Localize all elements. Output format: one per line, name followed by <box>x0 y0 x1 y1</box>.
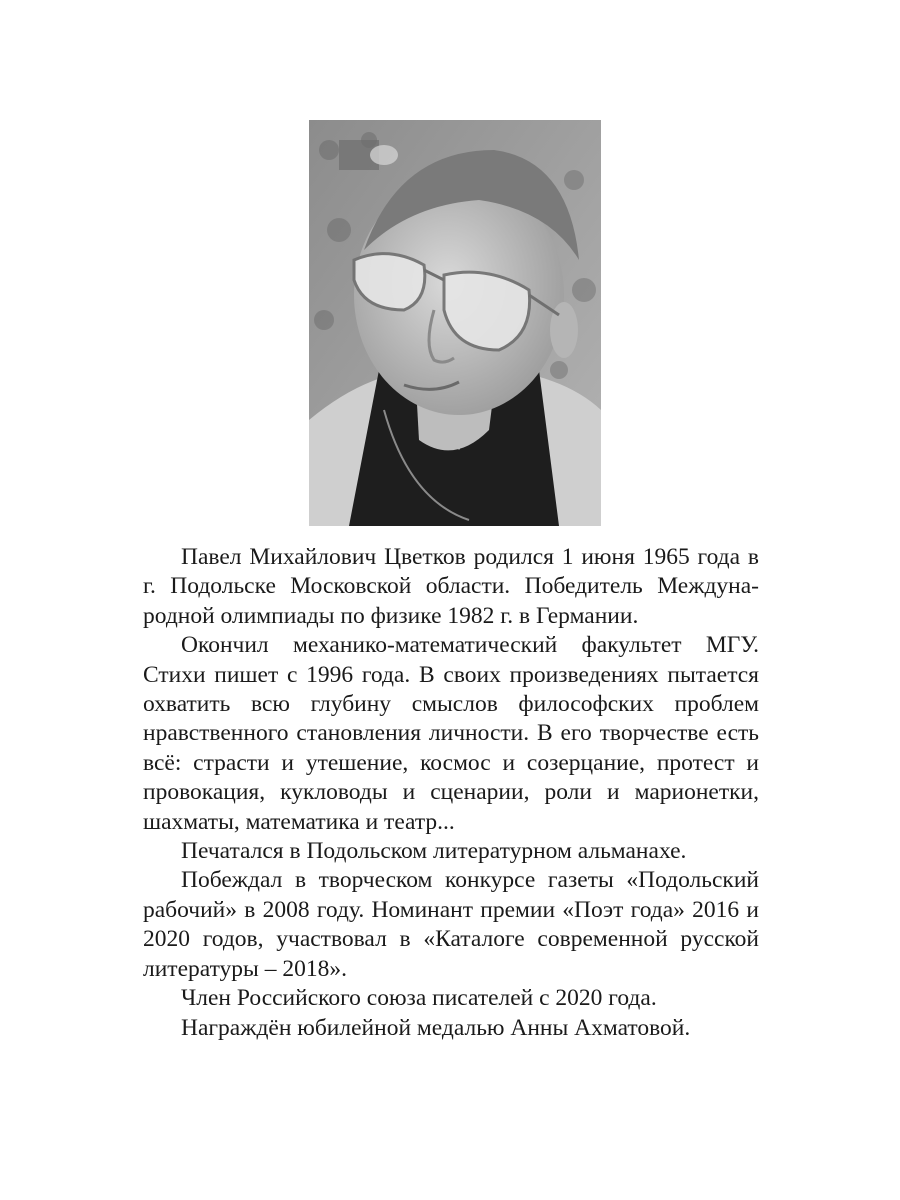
bio-paragraph: Окончил механико-математический факультет МГУ. Стихи пишет с 1996 года. В своих произведениях пытается охватить всю глубину смыслов философских проблем нравственного становления личности. В его творчестве есть всё: страсти и утешение, космос и созерцание, протест и провокация, кукловоды и сценарии, роли и марионетки, шахматы, математика и театр... <box>143 632 759 835</box>
bio-paragraph: Награждён юбилейной медалью Анны Ахматовой. <box>181 1014 691 1041</box>
author-photo <box>309 120 601 526</box>
bio-paragraph: Член Российского союза писателей с 2020 года. <box>181 985 657 1012</box>
bio-paragraph: Побеждал в творческом конкурсе газеты «Подольский рабочий» в 2008 году. Номинант премии «Поэт года» 2016 и 2020 годов, участвовал в «Каталоге современной русской литературы – 2018». <box>143 867 759 982</box>
bio-paragraph: Павел Михайлович Цветков родился 1 июня 1965 года в г. Подольске Московской области. Победитель Международной олимпиады по физике 1982 г. в Германии. <box>143 544 759 629</box>
author-bio <box>143 543 759 1043</box>
bio-paragraph: Печатался в Подольском литературном альманахе. <box>181 838 687 865</box>
